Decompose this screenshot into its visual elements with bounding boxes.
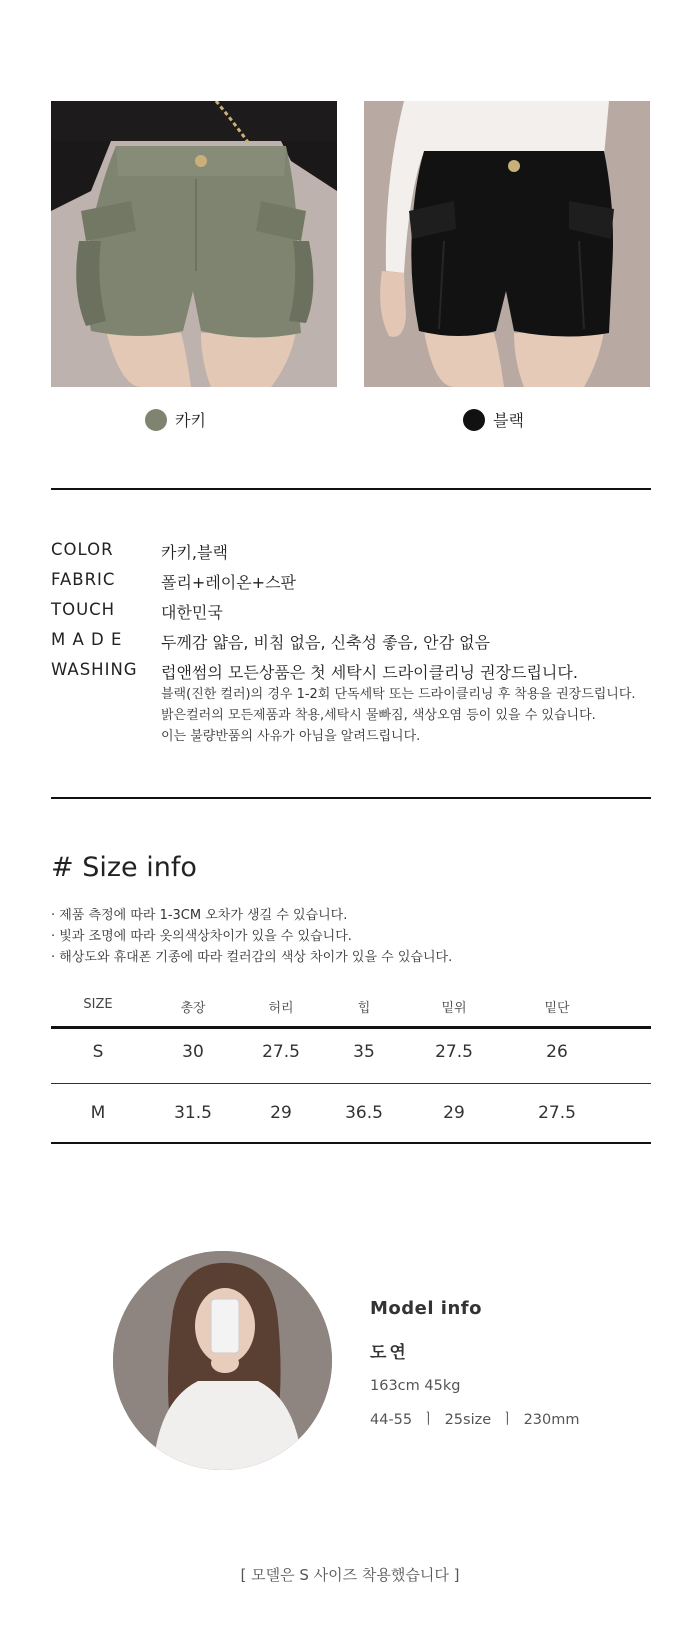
model-size-note: [ 모델은 S 사이즈 착용했습니다 ]	[240, 1566, 460, 1584]
model-photo	[113, 1251, 332, 1470]
table-cell: M	[90, 1103, 106, 1123]
table-cell: 29	[443, 1103, 465, 1123]
spec-touch-value: 대한민국	[161, 603, 223, 622]
table-cell: 30	[182, 1042, 204, 1062]
size-note: · 해상도와 휴대폰 기종에 따라 컬러감의 색상 차이가 있을 수 있습니다.	[51, 950, 453, 965]
table-cell: 36.5	[345, 1103, 383, 1123]
table-cell: 27.5	[262, 1042, 300, 1062]
size-header-length: 총장	[180, 1001, 206, 1016]
spec-made-value: 두께감 얇음, 비침 없음, 신축성 좋음, 안감 없음	[161, 633, 491, 652]
black-color-dot	[463, 409, 485, 431]
spec-washing-label: WASHING	[51, 660, 138, 679]
size-header-size: SIZE	[83, 997, 113, 1012]
spec-color-value: 카키,블랙	[161, 543, 228, 562]
swatch-black-label: 블랙	[493, 411, 524, 430]
divider-middle	[51, 797, 651, 799]
table-cell: 31.5	[174, 1103, 212, 1123]
table-cell: 27.5	[435, 1042, 473, 1062]
table-cell: S	[92, 1042, 104, 1062]
size-info-title: # Size info	[51, 852, 197, 883]
size-header-waist: 허리	[268, 1001, 294, 1016]
table-cell: 27.5	[538, 1103, 576, 1123]
spec-washing-value: 럽앤썸의 모든상품은 첫 세탁시 드라이클리닝 권장드립니다.	[161, 663, 578, 682]
size-note: · 제품 측정에 따라 1-3CM 오차가 생길 수 있습니다.	[51, 908, 348, 923]
spec-fabric-value: 폴리+레이온+스판	[161, 573, 297, 592]
divider-top	[51, 488, 651, 490]
size-table-bottom-rule	[51, 1142, 651, 1144]
product-photo-black	[364, 101, 650, 387]
model-size-stats: 44-55 ㅣ 25size ㅣ 230mm	[370, 1412, 580, 1428]
table-cell: 35	[353, 1042, 375, 1062]
size-header-hem: 밑단	[544, 1001, 570, 1016]
size-header-rise: 밑위	[441, 1001, 467, 1016]
size-header-hip: 힙	[357, 1001, 371, 1016]
product-photo-khaki	[51, 101, 337, 387]
size-note: · 빛과 조명에 따라 옷의색상차이가 있을 수 있습니다.	[51, 929, 352, 944]
spec-color-label: COLOR	[51, 540, 114, 559]
spec-fabric-label: FABRIC	[51, 570, 116, 589]
model-info-title: Model info	[370, 1298, 482, 1319]
washing-note: 블랙(진한 컬러)의 경우 1-2회 단독세탁 또는 드라이클리닝 후 착용을 권장드립니다.	[161, 687, 636, 702]
washing-note: 밝은컬러의 모든제품과 착용,세탁시 물빠짐, 색상오염 등이 있을 수 있습니다.	[161, 708, 596, 723]
swatch-black[interactable]	[463, 408, 524, 431]
table-cell: 29	[270, 1103, 292, 1123]
spec-made-label: M A D E	[51, 630, 123, 649]
spec-washing-notes	[161, 684, 636, 747]
swatch-khaki-label: 카키	[175, 411, 206, 430]
spec-touch-label: TOUCH	[51, 600, 116, 619]
model-body-stats: 163cm 45kg	[370, 1378, 461, 1394]
washing-note: 이는 불량반품의 사유가 아님을 알려드립니다.	[161, 729, 421, 744]
size-table-row-rule	[51, 1083, 651, 1084]
khaki-color-dot	[145, 409, 167, 431]
model-name: 도연	[370, 1343, 409, 1363]
table-cell: 26	[546, 1042, 568, 1062]
size-info-notes	[51, 905, 452, 968]
size-table-top-rule	[51, 1026, 651, 1029]
swatch-khaki[interactable]	[145, 408, 206, 431]
